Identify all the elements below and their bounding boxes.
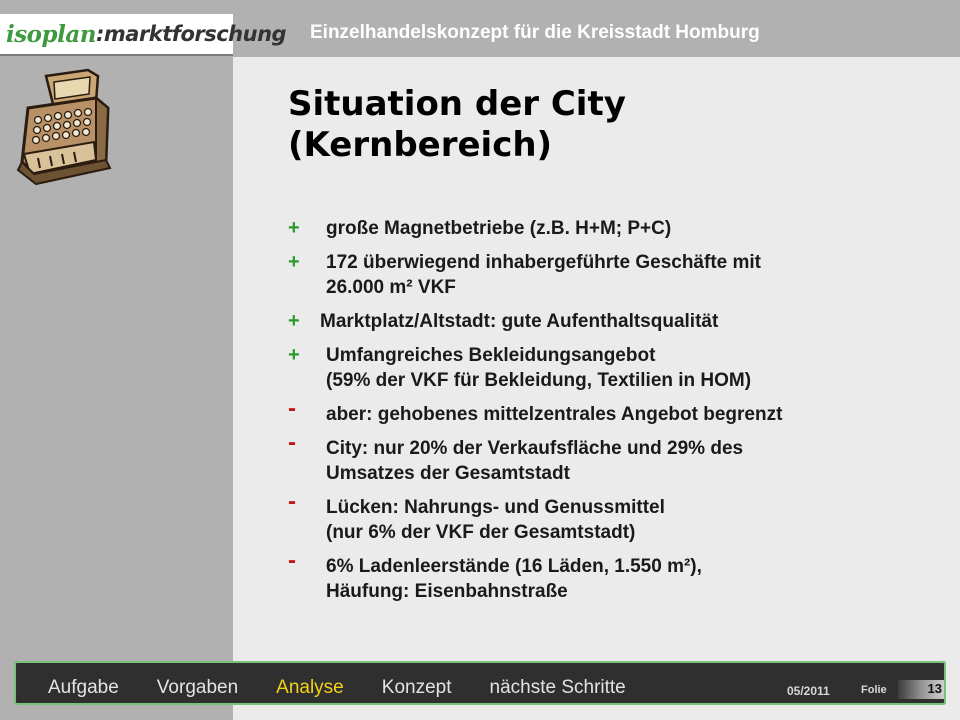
footer-nav bbox=[48, 677, 664, 699]
presentation-title: Einzelhandelskonzept für die Kreisstadt Homburg bbox=[310, 22, 760, 43]
bullet-line: Marktplatz/Altstadt: gute Aufenthaltsqualität bbox=[320, 311, 719, 332]
bullet-line: große Magnetbetriebe (z.B. H+M; P+C) bbox=[326, 218, 672, 239]
bullet-text bbox=[326, 495, 665, 545]
nav-item-aufgabe[interactable]: Aufgabe bbox=[48, 677, 119, 698]
logo-isoplan-text: isoplan bbox=[6, 20, 96, 48]
nav-item-naechste-schritte[interactable]: nächste Schritte bbox=[489, 677, 626, 698]
plus-marker: + bbox=[288, 251, 300, 273]
bullet-line: (nur 6% der VKF der Gesamtstadt) bbox=[326, 522, 636, 543]
bullet-line: Umfangreiches Bekleidungsangebot bbox=[326, 345, 656, 366]
minus-marker: - bbox=[288, 488, 296, 515]
bullet-item bbox=[288, 395, 938, 427]
bullet-text bbox=[326, 250, 761, 300]
minus-marker: - bbox=[288, 429, 296, 456]
slide-number-box bbox=[898, 680, 944, 699]
bullet-line: Häufung: Eisenbahnstraße bbox=[326, 581, 568, 602]
bullet-line: Lücken: Nahrungs- und Genussmittel bbox=[326, 497, 665, 518]
bullet-item bbox=[288, 216, 938, 241]
bullet-item bbox=[288, 488, 938, 545]
slide-title bbox=[288, 84, 888, 166]
slide-title-line-2: (Kernbereich) bbox=[288, 125, 553, 165]
footer-date: 05/2011 bbox=[787, 684, 830, 698]
slide-title-line-1: Situation der City bbox=[288, 84, 626, 124]
bullet-text bbox=[326, 402, 782, 427]
plus-marker: + bbox=[288, 310, 300, 332]
bullet-line: 172 überwiegend inhabergeführte Geschäfte mit bbox=[326, 252, 761, 273]
cash-register-icon bbox=[10, 68, 115, 186]
bullet-text bbox=[326, 343, 751, 393]
plus-marker: + bbox=[288, 344, 300, 366]
bullet-line: Umsatzes der Gesamtstadt bbox=[326, 463, 570, 484]
bullet-item bbox=[288, 343, 938, 393]
bullet-text bbox=[326, 554, 702, 604]
bullet-line: 26.000 m² VKF bbox=[326, 277, 456, 298]
bullet-line: 6% Ladenleerstände (16 Läden, 1.550 m²), bbox=[326, 556, 702, 577]
bullet-line: City: nur 20% der Verkaufsfläche und 29% des bbox=[326, 438, 744, 459]
bullet-text bbox=[326, 436, 743, 486]
minus-marker: - bbox=[288, 395, 296, 422]
nav-item-vorgaben[interactable]: Vorgaben bbox=[156, 677, 239, 698]
company-logo bbox=[0, 14, 287, 56]
bullet-item bbox=[288, 429, 938, 486]
nav-item-konzept[interactable]: Konzept bbox=[381, 677, 452, 698]
slide-number-label: Folie bbox=[861, 684, 887, 696]
bullet-item bbox=[288, 250, 938, 300]
bullet-line: (59% der VKF für Bekleidung, Textilien in HOM) bbox=[326, 370, 752, 391]
logo-marktforschung-text: marktforschung bbox=[103, 22, 287, 46]
plus-marker: + bbox=[288, 217, 300, 239]
bullet-list bbox=[288, 216, 938, 613]
bullet-text bbox=[326, 216, 671, 241]
bullet-line: aber: gehobenes mittelzentrales Angebot begrenzt bbox=[326, 404, 783, 425]
slide-number: 13 bbox=[927, 681, 942, 696]
minus-marker: - bbox=[288, 547, 296, 574]
bullet-item bbox=[288, 547, 938, 604]
logo-separator: : bbox=[95, 22, 104, 46]
bullet-item bbox=[288, 309, 938, 334]
bullet-text bbox=[320, 309, 718, 334]
nav-item-analyse[interactable]: Analyse bbox=[276, 677, 344, 698]
